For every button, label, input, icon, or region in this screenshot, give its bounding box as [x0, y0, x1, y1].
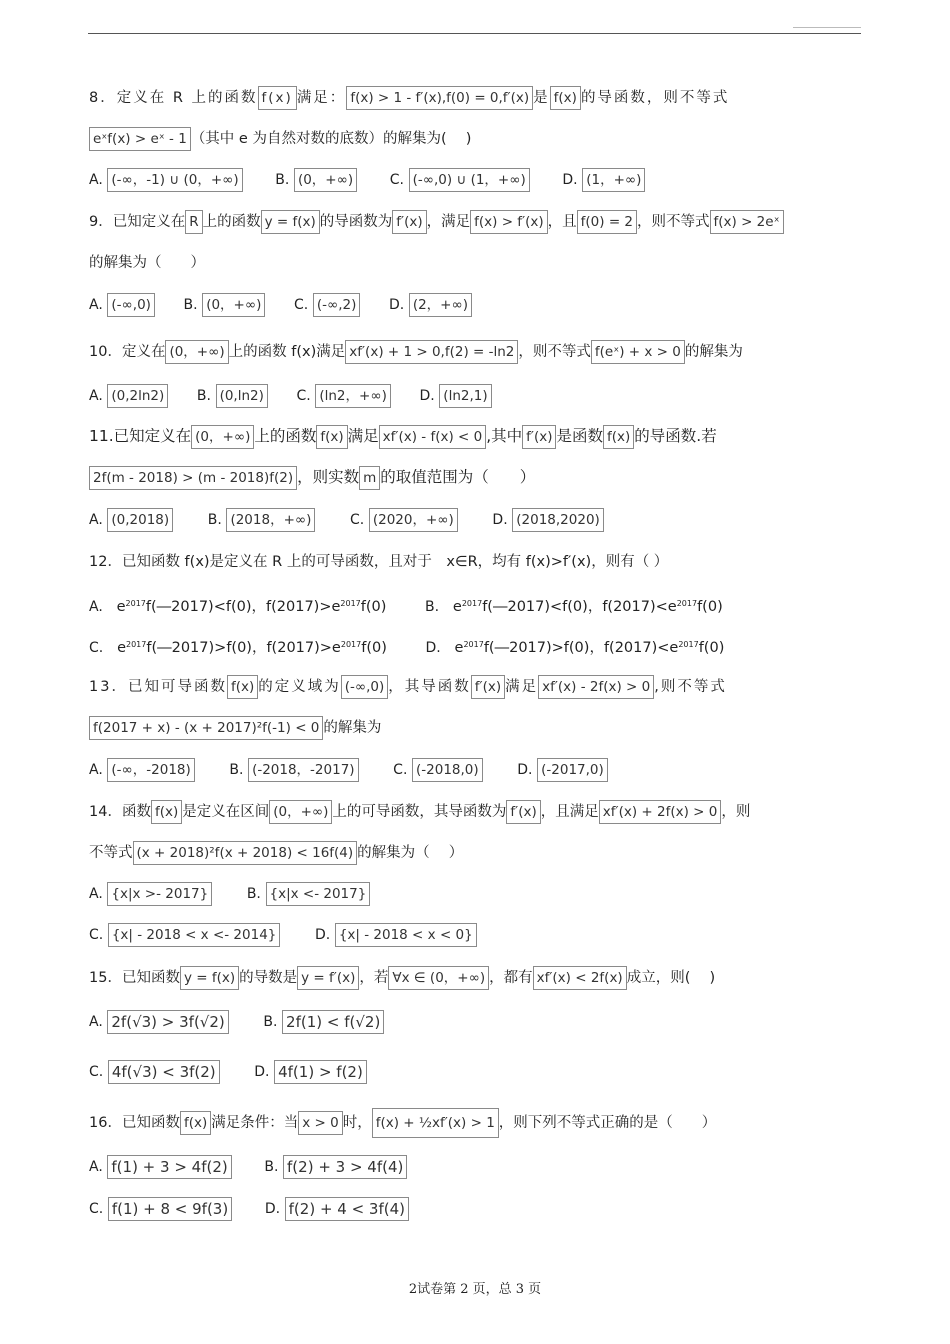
option-a-part: e: [116, 599, 126, 615]
option-label: B.: [264, 1159, 279, 1175]
option-label: B.: [229, 762, 244, 778]
q13-stem-2: 的定义域为: [258, 679, 341, 695]
option-label: A.: [89, 388, 103, 404]
q11-stem-4: ,其中: [486, 427, 523, 445]
q14-stem-3: 上的可导函数，其导函数为: [332, 804, 507, 820]
option-label: B.: [263, 1014, 278, 1030]
q8-stem-5: （其中 e 为自然对数的底数）的解集为( ): [190, 131, 472, 147]
q11-stem-8: 的取值范围为（ ）: [380, 468, 536, 486]
q10-stem-2: 上的函数 f(x)满足: [228, 344, 346, 360]
q16-options-cd: [89, 1194, 409, 1224]
q14-stem-5: ，则: [721, 804, 751, 820]
option-label: A.: [89, 1159, 103, 1175]
option-c[interactable]: 4f(√3) < 3f(2): [108, 1060, 220, 1084]
q8-line-2: [89, 124, 471, 154]
q11-stem-6: 的导函数.若: [634, 427, 717, 445]
math-box: f(x): [603, 425, 634, 449]
q9-stem-4: ，满足: [426, 214, 471, 230]
option-label: D.: [419, 388, 435, 404]
option-d[interactable]: [455, 640, 725, 656]
option-label: D.: [562, 172, 578, 188]
math-box: f(x) > 1 - f′(x),f(0) = 0,f′(x): [346, 86, 533, 110]
q10-options: [89, 381, 492, 411]
option-label: D.: [517, 762, 533, 778]
page-footer: 2试卷第 2 页，总 3 页: [408, 1282, 542, 1297]
q9-options: [89, 290, 472, 320]
math-box: R: [185, 210, 202, 234]
q10-stem-1: 10．定义在: [89, 344, 166, 360]
math-box: m: [359, 466, 380, 490]
q13-stem-1: 13．已知可导函数: [89, 679, 227, 695]
q13-line-2: [89, 713, 381, 743]
option-a[interactable]: (-∞,0): [107, 293, 155, 317]
q15-stem-3: ，若: [359, 970, 389, 986]
option-a[interactable]: (0,2ln2): [107, 384, 168, 408]
math-box: 2f(m - 2018) > (m - 2018)f(2): [89, 466, 297, 490]
exponent: 2017: [340, 599, 361, 608]
option-label: A.: [89, 297, 103, 313]
q11-line-2: [89, 462, 535, 492]
option-label: C.: [294, 297, 309, 313]
q8-stem-3: 是: [533, 90, 550, 106]
q10-stem-4: 的解集为: [684, 344, 743, 360]
q9-stem-7: 的解集为（ ）: [89, 255, 205, 271]
option-label: C.: [89, 640, 104, 656]
option-b[interactable]: {x|x <- 2017}: [266, 882, 371, 906]
math-box: f(x) > 2eˣ: [710, 210, 784, 234]
option-label: D.: [314, 927, 331, 943]
option-c[interactable]: [117, 640, 387, 656]
math-box: eˣf(x) > eˣ - 1: [89, 127, 191, 151]
q14-line-2: [89, 838, 463, 868]
option-c-part: f(0): [361, 640, 387, 656]
option-c-part: f(―2017)>f(0)，f(2017)>e: [146, 640, 341, 656]
option-label: D.: [388, 297, 405, 313]
option-label: D.: [254, 1064, 270, 1080]
option-b[interactable]: (-2018，-2017): [248, 758, 359, 782]
option-label: B.: [183, 297, 198, 313]
math-box: f(x) > f′(x): [470, 210, 548, 234]
option-d[interactable]: (-2017,0): [537, 758, 608, 782]
math-box: f(x): [316, 425, 347, 449]
option-label: A.: [89, 599, 103, 615]
math-box: f(x): [180, 1111, 211, 1135]
exponent: 2017: [676, 599, 698, 608]
q15-stem-5: 成立，则( ): [626, 970, 716, 986]
q11-stem-5: 是函数: [556, 427, 603, 445]
option-a-part: f(―2017)<f(0)，f(2017)>e: [145, 599, 341, 615]
option-label: B.: [207, 512, 222, 528]
option-c[interactable]: {x| - 2018 < x <- 2014}: [108, 923, 281, 947]
exponent: 2017: [125, 640, 147, 649]
q16-options-ab: [89, 1152, 407, 1182]
math-box: y = f′(x): [297, 966, 359, 990]
q11-stem-1: 11.已知定义在: [89, 427, 192, 445]
option-label: B.: [425, 599, 440, 615]
option-label: C.: [89, 1201, 104, 1217]
option-d[interactable]: (1，+∞): [582, 168, 645, 192]
option-label: C.: [350, 512, 365, 528]
q14-options-ab: [89, 879, 370, 909]
q10-line-1: [89, 337, 743, 367]
option-d-part: e: [454, 640, 464, 656]
option-d-part: f(0): [698, 640, 725, 656]
option-label: C.: [393, 762, 408, 778]
math-box: (0，+∞): [191, 425, 254, 449]
math-box: f′(x): [392, 210, 426, 234]
math-box: f(x) + ½xf′(x) > 1: [372, 1108, 499, 1138]
option-label: C.: [89, 1064, 104, 1080]
option-a-part: f(0): [360, 599, 387, 615]
exponent: 2017: [340, 640, 362, 649]
option-label: A.: [89, 1014, 103, 1030]
option-d[interactable]: f(2) + 4 < 3f(4): [285, 1197, 409, 1221]
option-label: A.: [89, 762, 103, 778]
q8-options: [89, 165, 645, 195]
option-a[interactable]: (-∞，-1) ∪ (0，+∞): [107, 168, 242, 192]
math-box: f(x): [258, 86, 297, 110]
q9-line-1: [89, 207, 784, 237]
q12-options-ab: [89, 589, 723, 619]
header-rule-short: [793, 27, 861, 28]
math-box: y = f(x): [261, 210, 320, 234]
q13-options: [89, 755, 608, 785]
option-label: C.: [389, 172, 404, 188]
option-label: D.: [264, 1201, 281, 1217]
option-c[interactable]: (-∞,0) ∪ (1，+∞): [409, 168, 530, 192]
option-b-part: e: [452, 599, 462, 615]
math-box: f(x): [151, 800, 182, 824]
math-box: y = f(x): [180, 966, 239, 990]
q11-stem-2: 上的函数: [254, 427, 317, 445]
math-box: f(eˣ) + x > 0: [591, 340, 685, 364]
option-c-part: e: [117, 640, 126, 656]
q9-stem-1: 9．已知定义在: [89, 214, 186, 230]
option-label: B.: [196, 388, 211, 404]
exponent: 2017: [461, 599, 483, 608]
q15-line-1: [89, 963, 715, 993]
math-box: xf′(x) + 2f(x) > 0: [599, 800, 722, 824]
option-a[interactable]: [117, 599, 387, 615]
q14-stem-7: 的解集为（ ）: [357, 845, 464, 861]
option-d-part: f(―2017)>f(0)，f(2017)<e: [483, 640, 679, 656]
q16-stem-4: ，则下列不等式正确的是（ ）: [498, 1115, 717, 1131]
option-label: D.: [492, 512, 508, 528]
option-d[interactable]: {x| - 2018 < x < 0}: [335, 923, 477, 947]
option-b[interactable]: (0，+∞): [202, 293, 265, 317]
math-box: xf′(x) - 2f(x) > 0: [538, 675, 654, 699]
math-box: xf′(x) - f(x) < 0: [379, 425, 487, 449]
q9-stem-2: 上的函数: [202, 214, 261, 230]
option-label: B.: [275, 172, 290, 188]
q13-stem-4: 满足: [505, 679, 539, 695]
math-box: (0，+∞): [269, 800, 332, 824]
option-label: C.: [89, 927, 104, 943]
q12-options-cd: [89, 630, 724, 660]
q13-stem-5: ,则不等式: [654, 679, 727, 695]
option-c[interactable]: (-∞,2): [313, 293, 361, 317]
option-c[interactable]: (ln2，+∞): [315, 384, 391, 408]
math-box: xf′(x) + 1 > 0,f(2) = -ln2: [345, 340, 518, 364]
q15-stem-2: 的导数是: [239, 970, 298, 986]
q11-stem-3: 满足: [347, 427, 379, 445]
option-d[interactable]: (2018,2020): [512, 508, 604, 532]
math-box: f(0) = 2: [577, 210, 637, 234]
option-label: D.: [425, 640, 441, 656]
option-d[interactable]: (2，+∞): [409, 293, 472, 317]
math-box: ∀x ∈ (0，+∞): [388, 966, 489, 990]
exponent: 2017: [125, 599, 146, 608]
q16-stem-3: 时，: [342, 1115, 372, 1131]
option-label: A.: [89, 512, 103, 528]
q14-line-1: [89, 797, 750, 827]
option-label: A.: [89, 172, 103, 188]
q8-stem-4: 的导函数，则不等式: [580, 90, 730, 106]
q14-stem-2: 是定义在区间: [182, 804, 270, 820]
q12-stem: 12．已知函数 f(x)是定义在 R 上的可导函数，且对于 x∈R，均有 f(x)>f′(x)，则有（ ）: [89, 554, 669, 570]
q14-stem-1: 14．函数: [89, 804, 151, 820]
math-box: f(x): [550, 86, 581, 110]
q9-line-2: [89, 248, 205, 278]
option-label: C.: [296, 388, 311, 404]
q9-stem-5: ，且: [547, 214, 577, 230]
q13-line-1: [89, 672, 727, 702]
q13-stem-6: 的解集为: [323, 720, 382, 736]
option-a[interactable]: {x|x >- 2017}: [107, 882, 212, 906]
q15-stem-4: ，都有: [489, 970, 533, 986]
header-rule: [88, 33, 861, 34]
option-d[interactable]: 4f(1) > f(2): [274, 1060, 367, 1084]
option-a[interactable]: 2f(√3) > 3f(√2): [107, 1010, 228, 1034]
q9-stem-6: ，则不等式: [637, 214, 710, 230]
option-a[interactable]: (-∞，-2018): [107, 758, 194, 782]
math-box: x > 0: [298, 1111, 342, 1135]
math-box: f′(x): [506, 800, 540, 824]
math-box: f(x): [227, 675, 258, 699]
exponent: 2017: [678, 640, 699, 649]
q9-stem-3: 的导函数为: [319, 214, 393, 230]
q15-options-cd: [89, 1057, 367, 1087]
option-label: B.: [246, 886, 261, 902]
option-b[interactable]: (0,ln2): [216, 384, 268, 408]
option-c[interactable]: f(1) + 8 < 9f(3): [108, 1197, 232, 1221]
q8-stem-2: 满足：: [296, 90, 347, 106]
exponent: 2017: [463, 640, 484, 649]
q16-stem-2: 满足条件：当: [211, 1115, 299, 1131]
q13-stem-3: ，其导函数: [388, 679, 471, 695]
math-box: f′(x): [522, 425, 556, 449]
option-c[interactable]: (2020，+∞): [369, 508, 458, 532]
q8-line-1: [89, 83, 729, 113]
q11-options: [89, 505, 604, 535]
q12-line-1: [89, 547, 668, 577]
q14-options-cd: [89, 920, 477, 950]
q14-stem-6: 不等式: [89, 845, 133, 861]
math-box: (x + 2018)²f(x + 2018) < 16f(4): [133, 841, 358, 865]
option-b[interactable]: f(2) + 3 > 4f(4): [283, 1155, 407, 1179]
q15-options-ab: [89, 1007, 384, 1037]
q16-line-1: [89, 1108, 716, 1138]
math-box: xf′(x) < 2f(x): [533, 966, 627, 990]
q15-stem-1: 15．已知函数: [89, 970, 180, 986]
q8-stem-1: 8．定义在 R 上的函数: [89, 90, 258, 106]
option-b[interactable]: (2018，+∞): [226, 508, 315, 532]
math-box: f′(x): [471, 675, 505, 699]
option-b[interactable]: (0，+∞): [294, 168, 357, 192]
q10-stem-3: ，则不等式: [518, 344, 591, 360]
option-c[interactable]: (-2018,0): [412, 758, 483, 782]
q11-line-1: [89, 421, 717, 451]
option-label: A.: [89, 886, 103, 902]
option-d[interactable]: (ln2,1): [439, 384, 491, 408]
option-b[interactable]: 2f(1) < f(√2): [282, 1010, 384, 1034]
q14-stem-4: ，且满足: [540, 804, 599, 820]
math-box: f(2017 + x) - (x + 2017)²f(-1) < 0: [89, 716, 323, 740]
option-a[interactable]: (0,2018): [107, 508, 173, 532]
option-b-part: f(0): [697, 599, 723, 615]
math-box: (0，+∞): [165, 340, 228, 364]
option-a[interactable]: f(1) + 3 > 4f(2): [107, 1155, 231, 1179]
option-b[interactable]: [453, 599, 723, 615]
math-box: (-∞,0): [341, 675, 389, 699]
q11-stem-7: ，则实数: [297, 468, 360, 486]
option-b-part: f(―2017)<f(0)，f(2017)<e: [482, 599, 677, 615]
q16-stem-1: 16．已知函数: [89, 1115, 180, 1131]
